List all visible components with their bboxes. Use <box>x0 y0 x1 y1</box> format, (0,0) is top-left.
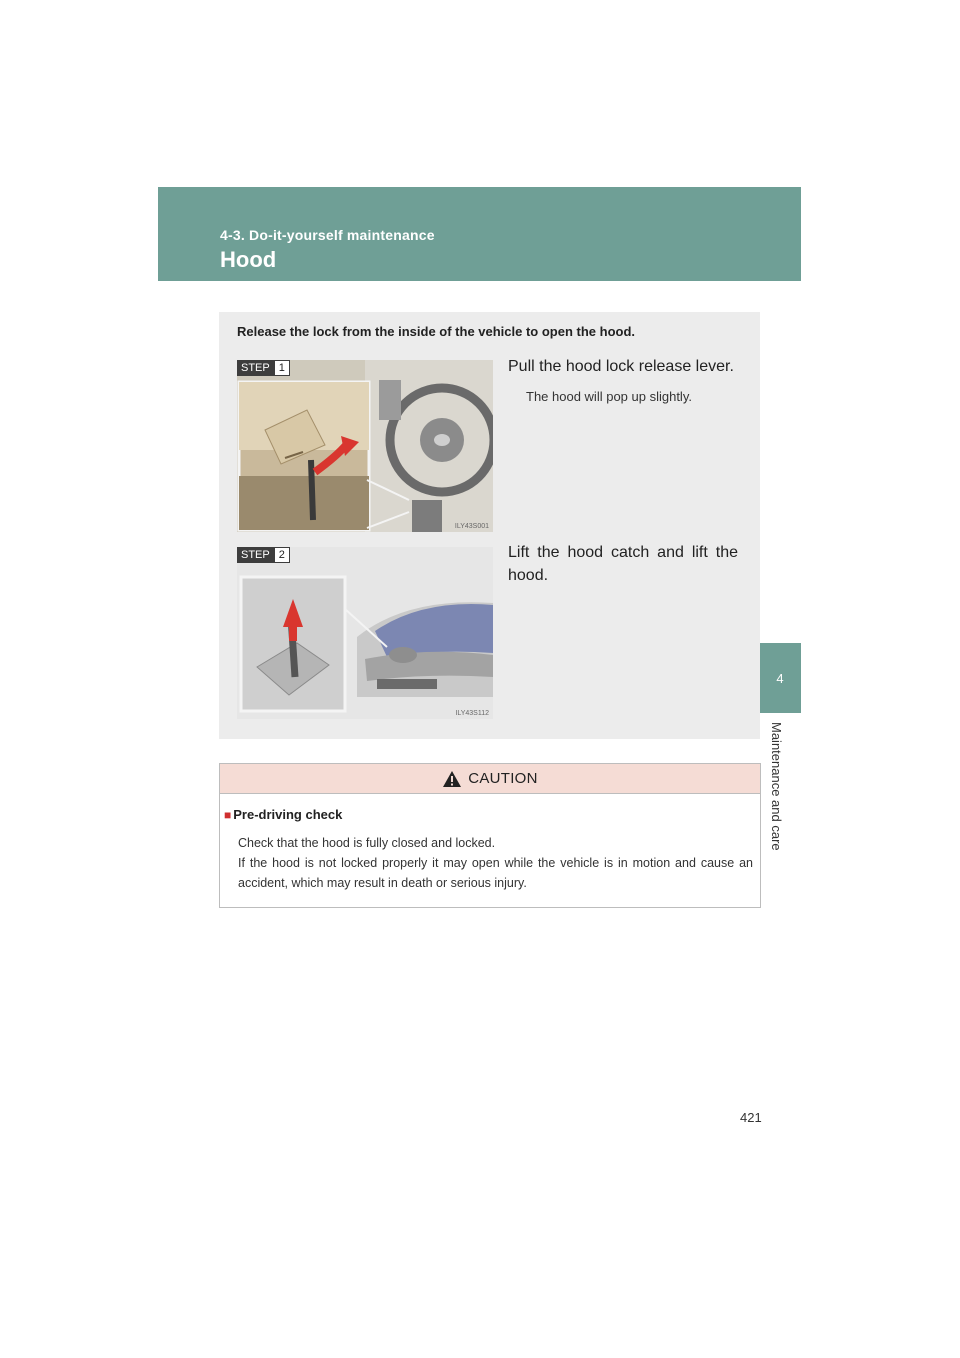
step-1-subtext: The hood will pop up slightly. <box>526 389 692 404</box>
page-title: Hood <box>220 247 277 272</box>
step-badge-number: 1 <box>274 360 290 376</box>
caution-body <box>238 833 753 893</box>
caution-topic <box>224 807 342 822</box>
step-2-text: Lift the hood catch and lift the hood. <box>508 544 738 584</box>
page-number: 421 <box>740 1110 762 1125</box>
step-1-text: Pull the hood lock release lever. <box>508 358 734 375</box>
hood-catch-illustration <box>237 547 493 719</box>
step-2-figure <box>237 547 493 719</box>
section-label: 4-3. Do-it-yourself maintenance <box>220 227 435 243</box>
step-badge-number: 2 <box>274 547 290 563</box>
figure-code: ILY43S112 <box>455 710 489 717</box>
step-1-figure <box>237 360 493 532</box>
step-2-badge <box>237 547 290 563</box>
caution-line: If the hood is not locked properly it may open while the vehicle is in motion and cause an accident, which may result in death or serious injury. <box>238 856 753 890</box>
chapter-title: Maintenance and care <box>769 722 784 851</box>
caution-label: CAUTION <box>468 770 538 787</box>
hood-release-lever-illustration <box>237 360 493 532</box>
instruction-panel <box>219 312 760 739</box>
caution-topic-text: Pre-driving check <box>233 807 343 822</box>
step-badge-word: STEP <box>237 547 274 563</box>
intro-text: Release the lock from the inside of the vehicle to open the hood. <box>237 324 636 339</box>
step-badge-word: STEP <box>237 360 274 376</box>
chapter-number-tab: 4 <box>759 643 801 713</box>
figure-code: ILY43S001 <box>454 523 489 530</box>
section-header <box>158 187 801 281</box>
caution-header <box>220 764 760 794</box>
warning-triangle-icon <box>442 770 462 788</box>
bullet-square-icon: ■ <box>224 808 232 822</box>
caution-line: Check that the hood is fully closed and locked. <box>238 836 496 850</box>
step-1-badge <box>237 360 290 376</box>
caution-box <box>219 763 761 908</box>
